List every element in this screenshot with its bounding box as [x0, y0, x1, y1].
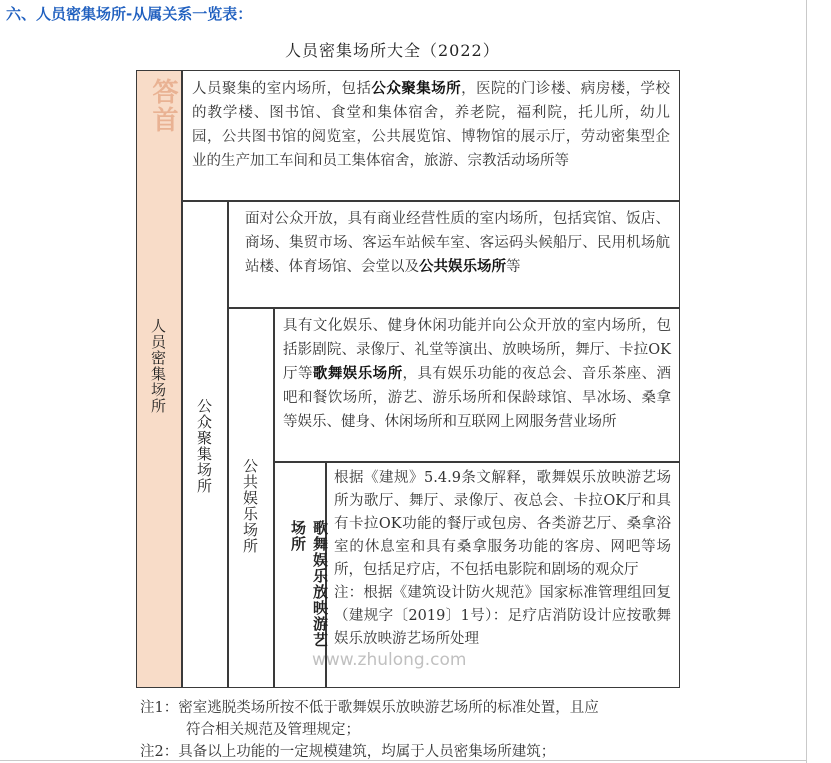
table-title: 人员密集场所大全（2022）: [285, 41, 500, 60]
cell-level3-note: 注：根据《建筑设计防火规范》国家标准管理组回复（建规字〔2019〕1号）：足疗店消防设计应按歌舞娱乐放映游艺场所处理: [334, 585, 671, 647]
footnote-1: 注1：密室逃脱类场所按不低于歌舞娱乐放映游艺场所的标准处置，且应: [140, 700, 599, 716]
divider-col1: [181, 70, 183, 688]
label-level0: 人员密集场所: [149, 318, 167, 414]
divider-row2: [227, 307, 679, 309]
page-edge-right: [806, 0, 807, 763]
cell-level2-text: 具有文化娱乐、健身休闲功能并向公众开放的室内场所，包括影剧院、录像厅、礼堂等演出、放映场所，舞厅、卡拉OK厅等歌舞娱乐场所，具有娱乐功能的夜总会、音乐茶座、酒吧和餐饮场所，游艺、游乐场所和保龄球馆、旱冰场、桑拿等娱乐、健身、休闲场所和互联网上网服务营业场所: [283, 318, 672, 430]
divider-row3: [273, 461, 679, 463]
label-level2: 公共娱乐场所: [241, 458, 259, 554]
footnote-2: 注2：具备以上功能的一定规模建筑，均属于人员密集场所建筑；: [140, 744, 556, 760]
section-heading: 六、人员密集场所-从属关系一览表：: [6, 5, 253, 23]
decorative-stamp-text: 答首: [148, 78, 178, 134]
divider-col2: [227, 200, 229, 688]
divider-col3: [273, 307, 275, 688]
cell-level0-text: 人员聚集的室内场所，包括公众聚集场所，医院的门诊楼、病房楼，学校的教学楼、图书馆、食堂和集体宿舍，养老院，福利院，托儿所，幼儿园，公共图书馆的阅览室，公共展览馆、博物馆的展示厅，劳动密集型企业的生产加工车间和员工集体宿舍，旅游、宗教活动场所等: [192, 80, 671, 169]
cell-level1-text: 面对公众开放，具有商业经营性质的室内场所，包括宾馆、饭店、商场、集贸市场、客运车站候车室、客运码头候船厅、民用机场航站楼、体育场馆、会堂以及公共娱乐场所等: [245, 211, 670, 275]
label-level3: 歌舞娱乐放映游艺场所: [289, 520, 329, 648]
label-level1: 公众聚集场所: [195, 398, 213, 494]
cell-level3-text: 根据《建规》5.4.9条文解释，歌舞娱乐放映游艺场所为歌厅、舞厅、录像厅、夜总会、卡拉OK厅和具有卡拉OK功能的餐厅或包房、各类游艺厅、桑拿浴室的休息室和具有桑拿服务功能的客房、网吧等场所，包括足疗店，不包括电影院和剧场的观众厅 注：根据《建筑设计防火规范》国家标准管理组回复（建规字〔2019〕1号）：足疗店消防设计应按歌舞娱乐放映游艺场所处理: [334, 470, 671, 647]
footnote-1-continued: 符合相关规范及管理规定；: [186, 722, 360, 738]
watermark: www.zhulong.com: [312, 650, 467, 670]
divider-row1: [181, 200, 679, 202]
